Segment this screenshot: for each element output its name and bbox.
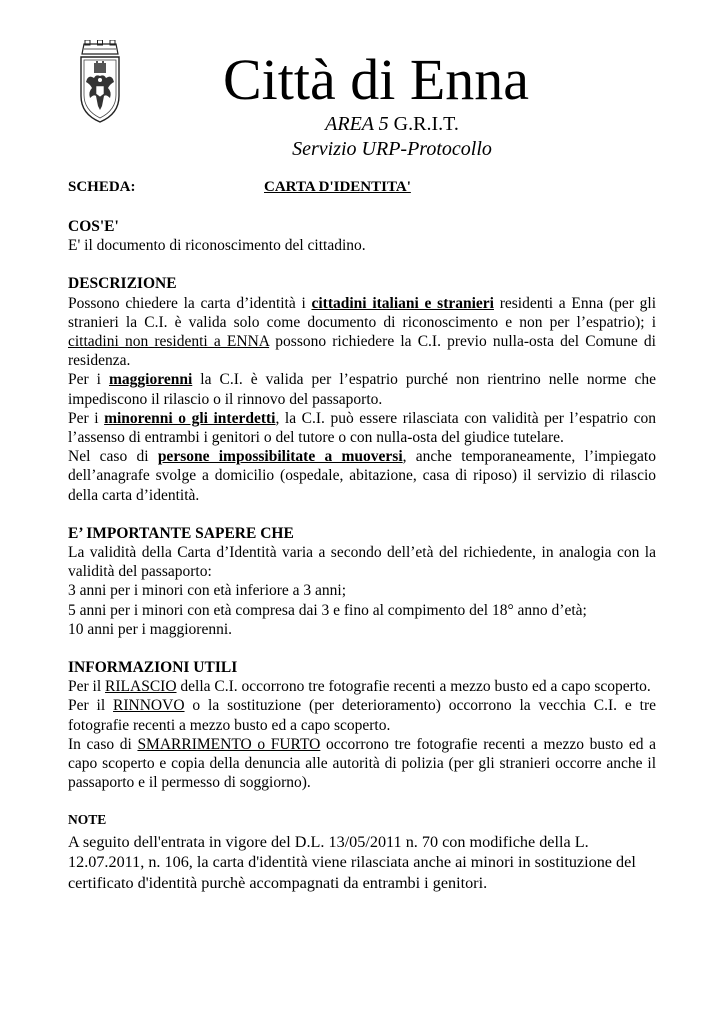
text-run: , la C.I. può essere rilasciata con validità per l’espatrio con l’assenso di entrambi i genitori o del tutore o con nulla-osta del giudice tutelare. — [68, 409, 657, 447]
text-run: In caso di — [68, 735, 138, 753]
paragraph — [68, 447, 656, 505]
emphasis: cittadini italiani e stranieri — [311, 294, 494, 312]
paragraph — [68, 409, 656, 447]
section-heading: NOTE — [68, 812, 107, 828]
area-line — [0, 113, 724, 136]
list-item: 3 anni per i minori con età inferiore a 3 anni; — [68, 582, 347, 600]
text-run: Possono chiedere la carta d’identità i — [68, 294, 312, 312]
emphasis: RILASCIO — [105, 678, 177, 696]
text-run: Per il — [68, 678, 106, 696]
emphasis: persone impossibilitate a muoversi — [157, 448, 403, 466]
document-body — [68, 178, 656, 893]
scheda-title: CARTA D'IDENTITA' — [264, 179, 411, 195]
section-cose — [68, 217, 656, 255]
text-run: o la sostituzione (per deterioramento) occorrono la vecchia C.I. e tre fotografie recenti a mezzo busto ed a capo scoperto. — [68, 697, 656, 734]
emphasis: cittadini non residenti a ENNA — [68, 333, 270, 351]
text-run: della C.I. occorrono tre fotografie recenti a mezzo busto ed a capo scoperto. — [176, 678, 651, 696]
section-heading: COS'E' — [68, 218, 119, 235]
section-importante — [68, 524, 656, 639]
text-run: possono richiedere la C.I. previo nulla-osta del Comune di residenza. — [68, 333, 656, 370]
text-run: la C.I. è valida per l’espatrio purché non rientrino nelle norme che impediscono il rilascio o il rinnovo del passaporto. — [68, 371, 657, 408]
emphasis: SMARRIMENTO o FURTO — [137, 735, 321, 753]
text-run: Per il — [68, 697, 114, 715]
paragraph — [68, 677, 656, 696]
section-note — [68, 810, 656, 892]
scheda-label: SCHEDA: — [68, 179, 136, 195]
section-heading: INFORMAZIONI UTILI — [68, 659, 238, 677]
text-run: residenti a Enna (per gli stranieri la C.I. è valida solo come documento di riconoscimento e non per l’espatrio); i — [68, 294, 656, 331]
list-item: 5 anni per i minori con età compresa dai 3 e fino al compimento del 18° anno d’età; — [68, 601, 587, 619]
paragraph — [68, 370, 656, 408]
emphasis: minorenni o gli interdetti — [104, 409, 276, 427]
section-informazioni — [68, 658, 656, 792]
paragraph: E' il documento di riconoscimento del cittadino. — [68, 237, 366, 255]
section-descrizione — [68, 274, 656, 504]
text-run: Nel caso di — [68, 448, 158, 466]
emphasis: RINNOVO — [113, 697, 185, 715]
service-line: Servizio URP-Protocollo — [292, 138, 492, 160]
text-run: Per i — [68, 371, 110, 389]
list-item: 10 anni per i maggiorenni. — [68, 620, 232, 638]
text-run: Per i — [68, 409, 105, 427]
page-title: Città di Enna — [222, 47, 530, 112]
paragraph: A seguito dell'entrata in vigore del D.L. 13/05/2011 n. 70 con modifiche della L. 12.07.2011, n. 106, la carta d'identità viene rilasciata anche ai minori in sostituzione del certificato d'identità purchè accompagnati da entrambi i genitori. — [68, 832, 636, 892]
paragraph: La validità della Carta d’Identità varia a secondo dell’età del richiedente, in analogia con la validità del passaporto: — [68, 544, 656, 581]
paragraph — [68, 696, 656, 734]
section-heading: E’ IMPORTANTE SAPERE CHE — [68, 524, 294, 542]
section-heading: DESCRIZIONE — [68, 275, 177, 293]
paragraph — [68, 294, 656, 371]
scheda-row — [68, 178, 656, 198]
area-label: AREA 5 — [325, 113, 389, 135]
text-run: occorrono tre fotografie recenti a mezzo busto ed a capo scoperto e copia della denuncia alle autorità di polizia (per gli stranieri occorre anche il passaporto e il permesso di soggiorno). — [68, 735, 656, 792]
text-run: , anche temporaneamente, l’impiegato dell’anagrafe svolge a domicilio (ospedale, abitazione, casa di riposo) il servizio di rilascio della carta d’identità. — [68, 448, 656, 504]
emphasis: maggiorenni — [109, 371, 193, 389]
area-value: G.R.I.T. — [393, 113, 459, 135]
paragraph — [68, 735, 656, 793]
